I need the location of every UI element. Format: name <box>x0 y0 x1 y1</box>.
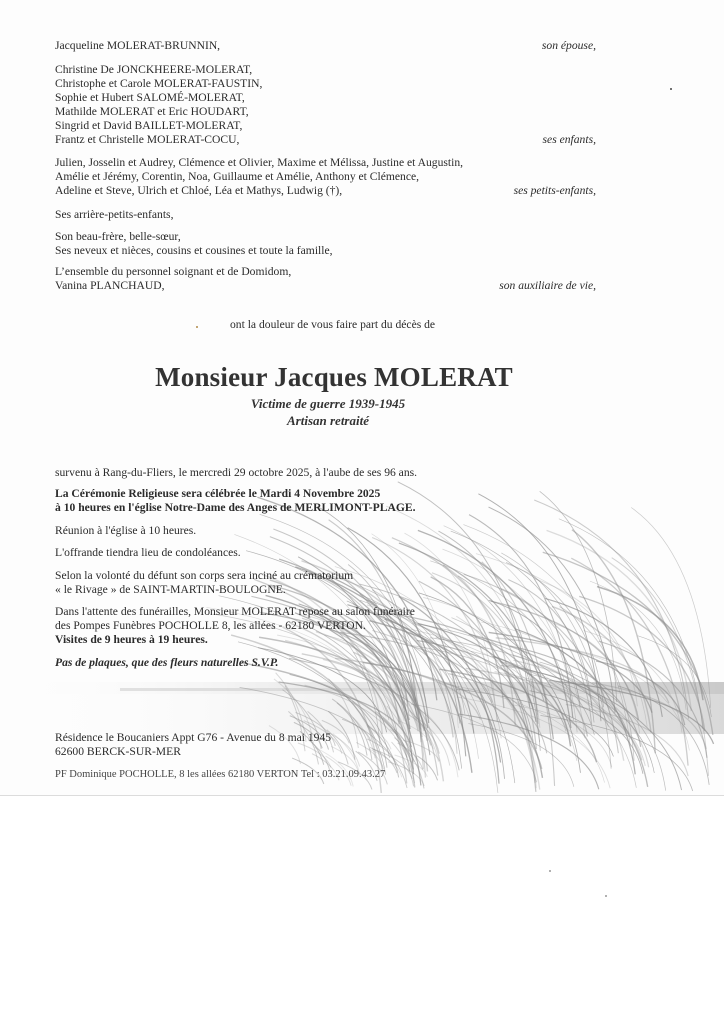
deceased-subtitle-job: Artisan retraité <box>287 413 369 428</box>
staff-line: Vanina PLANCHAUD, <box>55 279 165 292</box>
spouse-role: son épouse, <box>541 39 596 52</box>
grandchild-line: Julien, Josselin et Audrey, Clémence et Olivier, Maxime et Mélissa, Justine et Augustin, <box>55 156 464 169</box>
death-details: survenu à Rang-du-Fliers, le mercredi 29 octobre 2025, à l'aube de ses 96 ans. <box>55 466 418 479</box>
great-grandchildren-line: Ses arrière-petits-enfants, <box>55 208 174 221</box>
rest-line: Dans l'attente des funérailles, Monsieur MOLERAT repose au salon funéraire <box>55 605 415 618</box>
grandchild-line: Adeline et Steve, Ulrich et Chloé, Léa et Mathys, Ludwig (†), <box>55 184 343 197</box>
relatives-list <box>55 230 333 258</box>
ceremony-line: La Cérémonie Religieuse sera célébrée le Mardi 4 Novembre 2025 <box>55 487 381 500</box>
children-list <box>55 63 262 147</box>
address-line: Résidence le Boucaniers Appt G76 - Avenue du 8 mai 1945 <box>55 731 332 744</box>
rest-block <box>55 605 415 647</box>
scan-speck <box>196 326 198 328</box>
flowers-notice: Pas de plaques, que des fleurs naturelles S.V.P. <box>55 656 279 669</box>
address-line: 62600 BERCK-SUR-MER <box>55 745 181 758</box>
deceased-name: Monsieur Jacques MOLERAT <box>155 362 513 392</box>
scan-speck <box>605 895 607 897</box>
staff-role: son auxiliaire de vie, <box>499 279 596 292</box>
visits-line: Visites de 9 heures à 19 heures. <box>55 633 208 646</box>
child-line: Singrid et David BAILLET-MOLERAT, <box>55 119 243 132</box>
spouse-name: Jacqueline MOLERAT-BRUNNIN, <box>55 39 221 52</box>
address-block <box>55 731 331 759</box>
staff-line: L’ensemble du personnel soignant et de Domidom, <box>55 265 292 278</box>
cremation-line: « le Rivage » de SAINT-MARTIN-BOULOGNE. <box>55 583 286 596</box>
child-line: Sophie et Hubert SALOMÉ-MOLERAT, <box>55 91 245 104</box>
deceased-subtitle-war: Victime de guerre 1939-1945 <box>250 396 406 411</box>
grandchild-line: Amélie et Jérémy, Corentin, Noa, Guillaume et Amélie, Anthony et Clémence, <box>55 170 420 183</box>
funeral-home-footer: PF Dominique POCHOLLE, 8 les allées 62180 VERTON Tel : 03.21.09.43.27 <box>55 769 386 780</box>
cremation-block <box>55 569 353 597</box>
grandchildren-list <box>55 156 463 198</box>
children-role: ses enfants, <box>542 133 596 146</box>
relatives-line: Ses neveux et nièces, cousins et cousines et toute la famille, <box>55 244 333 257</box>
offering-line: L'offrande tiendra lieu de condoléances. <box>55 546 241 559</box>
child-line: Mathilde MOLERAT et Eric HOUDART, <box>55 105 249 118</box>
ceremony-block <box>55 487 415 515</box>
relatives-line: Son beau-frère, belle-sœur, <box>55 230 181 243</box>
child-line: Christophe et Carole MOLERAT-FAUSTIN, <box>55 77 263 90</box>
cremation-line: Selon la volonté du défunt son corps sera inciné au crématorium <box>55 569 354 582</box>
scan-speck <box>549 870 551 872</box>
ceremony-line: à 10 heures en l'église Notre-Dame des Anges de MERLIMONT-PLAGE. <box>55 501 416 514</box>
scan-speck <box>670 88 672 90</box>
meeting-line: Réunion à l'église à 10 heures. <box>55 524 197 537</box>
child-line: Christine De JONCKHEERE-MOLERAT, <box>55 63 253 76</box>
rest-line: des Pompes Funèbres POCHOLLE 8, les allées - 62180 VERTON. <box>55 619 366 632</box>
staff-list <box>55 265 291 293</box>
child-line: Frantz et Christelle MOLERAT-COCU, <box>55 133 240 146</box>
grandchildren-role: ses petits-enfants, <box>513 184 596 197</box>
announcement-line: ont la douleur de vous faire part du décès de <box>230 318 436 331</box>
